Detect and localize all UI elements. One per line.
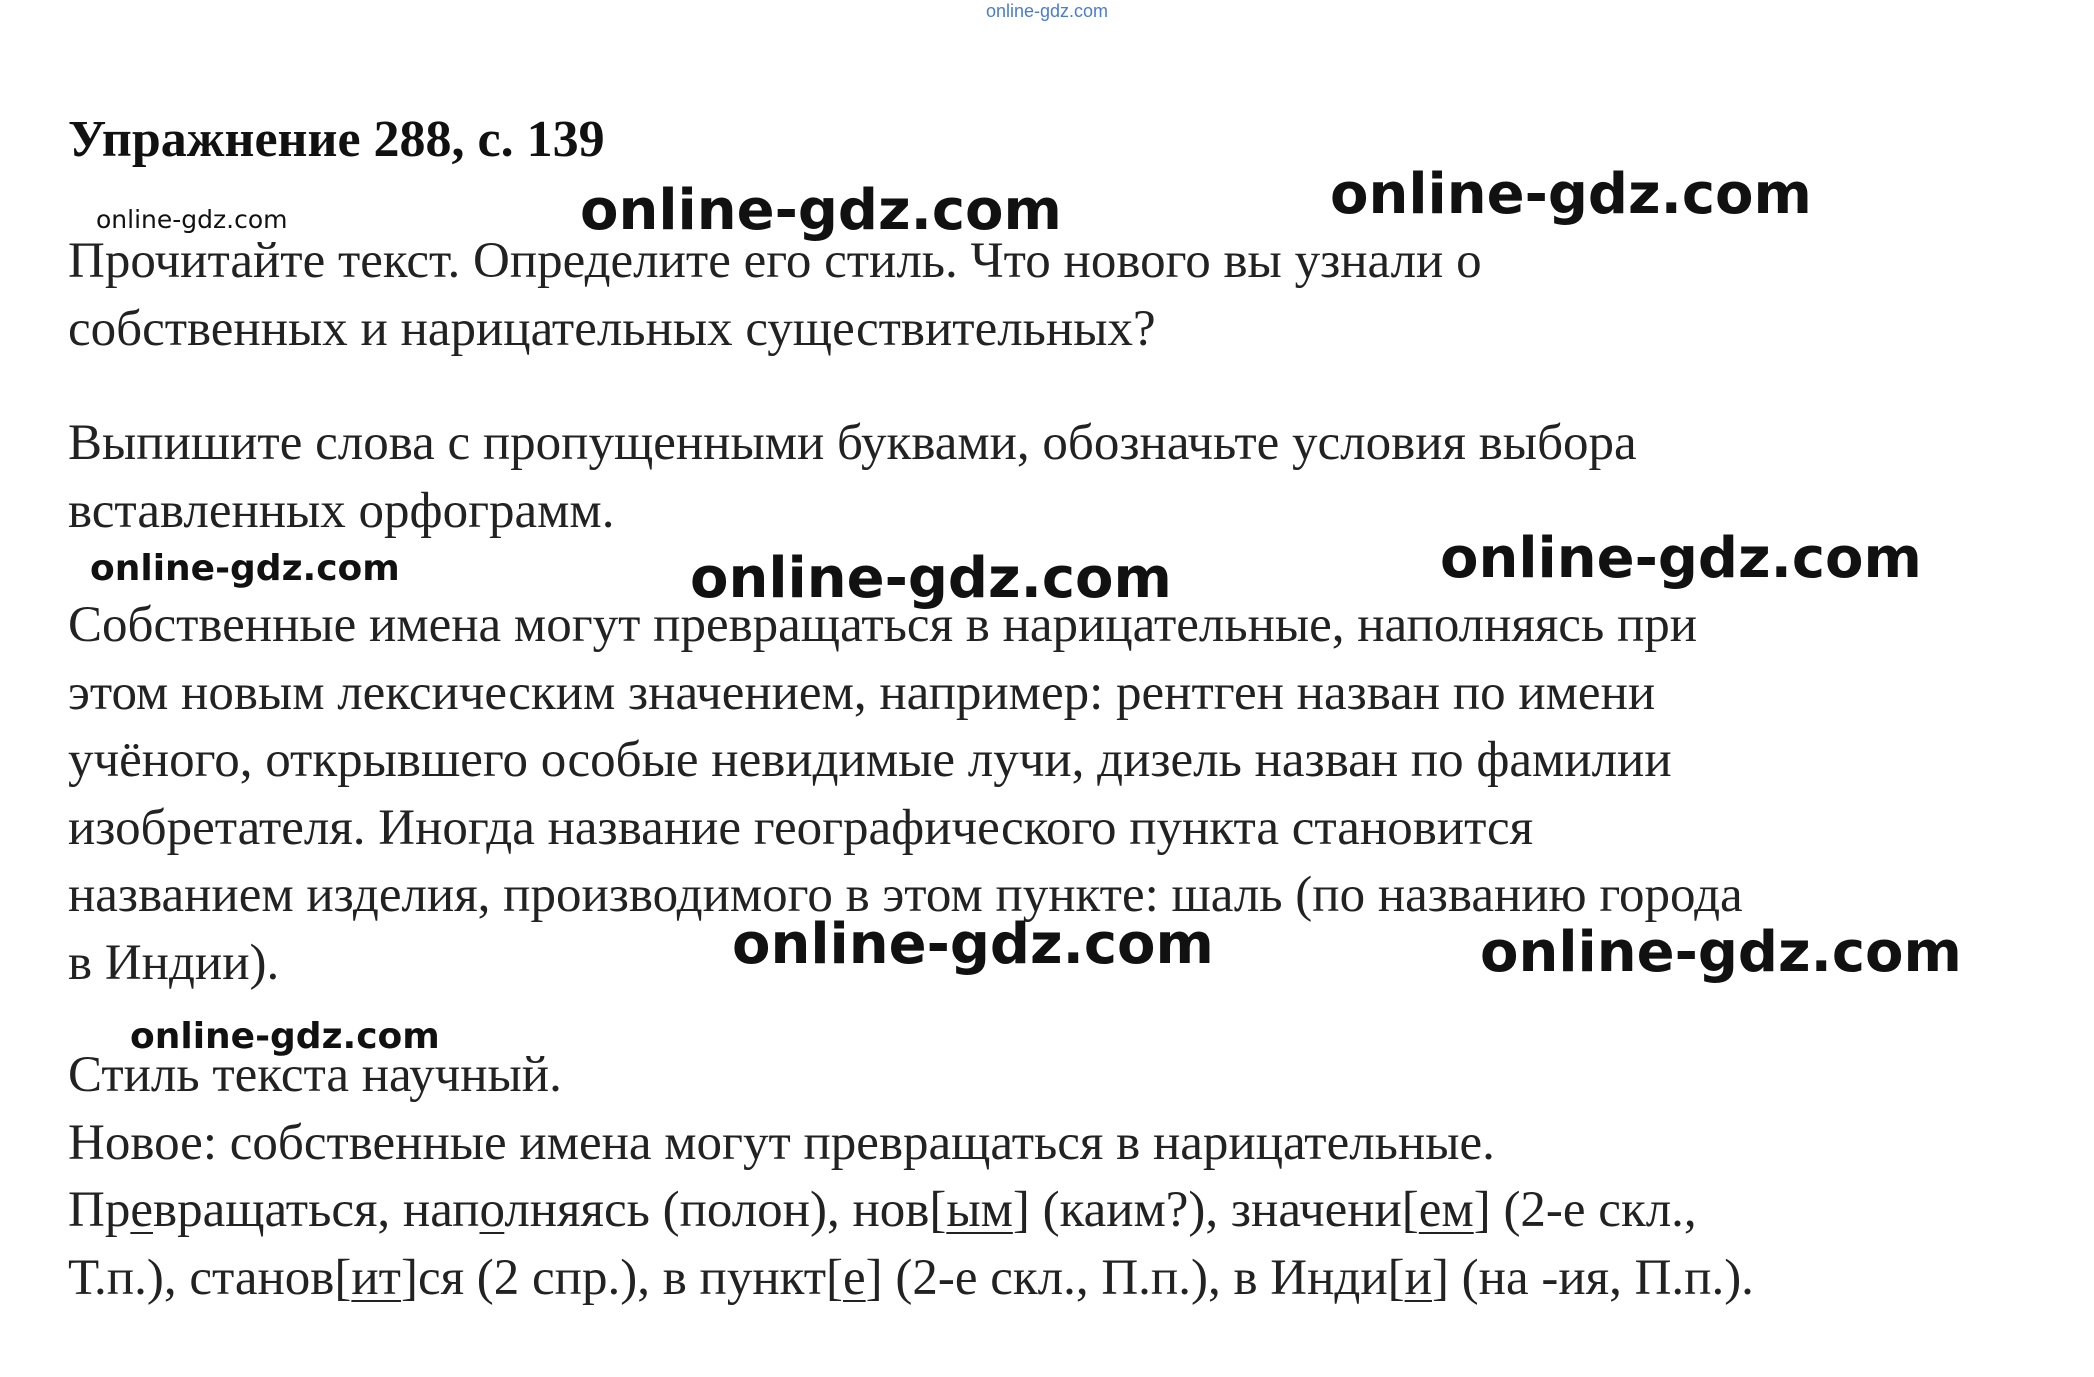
passage-line: Собственные имена могут превращаться в нарицательные, наполняясь при	[68, 597, 1698, 653]
text-segment: ]ся (2 спр.), в пункт[	[400, 1249, 843, 1306]
watermark: online-gdz.com	[732, 912, 1214, 977]
header-watermark: online-gdz.com	[985, 1, 1109, 21]
underlined-orthogram: ым	[946, 1182, 1013, 1238]
text-segment: вращаться, нап	[152, 1182, 480, 1238]
answer-analysis-line-1	[68, 1177, 1754, 1245]
passage-line: названием изделия, производимого в этом пункте: шаль (по названию города	[68, 867, 1743, 923]
watermark: online-gdz.com	[580, 178, 1062, 243]
watermark: online-gdz.com	[1440, 526, 1922, 591]
text-segment: ] (на -ия, П.п.).	[1431, 1249, 1754, 1306]
task-paragraph	[68, 228, 1482, 363]
watermark: online-gdz.com	[90, 548, 400, 589]
text-segment: Пр	[68, 1182, 131, 1238]
watermark: online-gdz.com	[1330, 162, 1812, 227]
underlined-orthogram: и	[1404, 1249, 1432, 1306]
text-segment: Т.п.), станов[	[68, 1249, 352, 1306]
underlined-orthogram: ем	[1418, 1182, 1474, 1238]
instruction-paragraph	[68, 410, 1637, 545]
task-line: собственных и нарицательных существительных?	[68, 300, 1156, 357]
task-line: Прочитайте текст. Определите его стиль. Что нового вы узнали о	[68, 233, 1482, 289]
text-segment: ] (2-е скл., П.п.), в Инди[	[865, 1249, 1405, 1306]
underlined-orthogram: е	[130, 1182, 153, 1238]
instruction-line: вставленных орфограмм.	[68, 482, 615, 539]
watermark: online-gdz.com	[690, 546, 1172, 611]
exercise-title: Упражнение 288, с. 139	[68, 111, 605, 168]
answer-analysis-line-2	[68, 1245, 1754, 1313]
passage-line: учёного, открывшего особые невидимые лучи, дизель назван по фамилии	[68, 732, 1672, 788]
text-segment: ] (2-е скл.,	[1473, 1182, 1697, 1238]
watermark: online-gdz.com	[1480, 920, 1962, 985]
text-segment: ] (каим?), значени[	[1012, 1182, 1419, 1238]
watermark: online-gdz.com	[130, 1016, 440, 1057]
answer-new-line: Новое: собственные имена могут превращаться в нарицательные.	[68, 1114, 1495, 1171]
passage-line: в Индии).	[68, 934, 280, 991]
underlined-orthogram: о	[479, 1182, 505, 1238]
text-segment: лняясь (полон), нов[	[504, 1182, 947, 1238]
underlined-orthogram: е	[843, 1249, 866, 1306]
answer-style-line: Стиль текста научный.	[68, 1047, 562, 1103]
passage-line: этом новым лексическим значением, например: рентген назван по имени	[68, 664, 1656, 721]
underlined-orthogram: ит	[351, 1249, 401, 1306]
watermark: online-gdz.com	[96, 205, 288, 234]
instruction-line: Выпишите слова с пропущенными буквами, обозначьте условия выбора	[68, 415, 1637, 471]
answer-section	[68, 1042, 1754, 1312]
passage-line: изобретателя. Иногда название географического пункта становится	[68, 799, 1534, 856]
